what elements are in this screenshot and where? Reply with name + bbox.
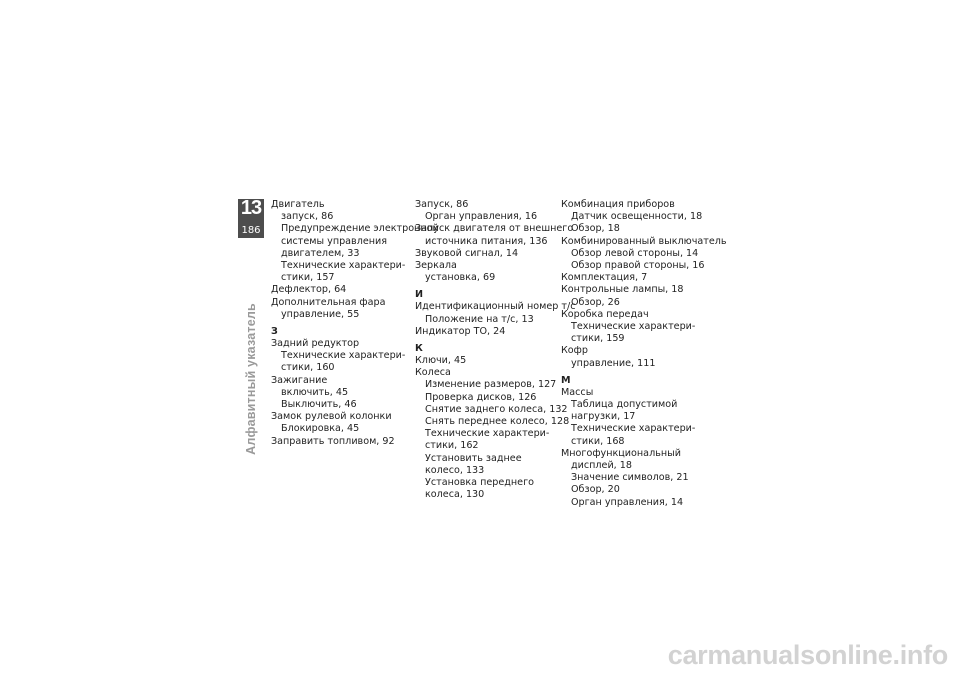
index-subentry: Обзор левой стороны, 14 (571, 247, 699, 259)
index-subentry: нагрузки, 17 (571, 411, 636, 423)
index-subentry: Снятие заднего колеса, 132 (425, 403, 568, 415)
index-subentry: Датчик освещенности, 18 (571, 211, 703, 223)
index-entry: Коробка передач (561, 308, 649, 320)
chapter-title: Алфавитный указатель (244, 303, 258, 455)
index-column-3 (561, 199, 727, 509)
index-subentry: Проверка дисков, 126 (425, 391, 537, 403)
index-entry: Заправить топливом, 92 (271, 435, 395, 447)
index-subentry: Технические характери- (281, 350, 406, 362)
index-subentry: стики, 159 (571, 333, 625, 345)
index-entry: Запуск двигателя от внешнего (415, 223, 574, 235)
index-subentry: системы управления (281, 235, 388, 247)
index-subentry: Установить заднее (425, 452, 522, 464)
index-subentry: Технические характери- (425, 428, 550, 440)
index-subentry: стики, 160 (281, 362, 335, 374)
index-subentry: Технические характери- (571, 321, 696, 333)
index-entry: Задний редуктор (271, 338, 360, 350)
index-subentry: Предупреждение электронной (281, 223, 439, 235)
index-subentry: Значение символов, 21 (571, 472, 689, 484)
index-letter-heading: З (271, 326, 278, 338)
index-letter-heading: И (415, 289, 424, 301)
index-letter-heading: М (561, 374, 571, 386)
index-subentry: управление, 55 (281, 308, 360, 320)
watermark: carmanualsonline.info (667, 640, 948, 670)
index-subentry: стики, 157 (281, 272, 335, 284)
index-entry: Запуск, 86 (415, 199, 469, 210)
index-letter-heading: К (415, 343, 423, 355)
index-subentry: стики, 162 (425, 440, 479, 452)
index-entry: Индикатор ТО, 24 (415, 325, 506, 337)
index-entry: Колеса (415, 367, 451, 379)
index-subentry: Обзор, 26 (571, 296, 620, 308)
index-entry: Многофункциональный (561, 447, 681, 459)
index-subentry: стики, 168 (571, 435, 625, 447)
index-subentry: Орган управления, 16 (425, 211, 538, 223)
index-subentry: Орган управления, 14 (571, 496, 684, 508)
index-entry: Контрольные лампы, 18 (561, 284, 684, 296)
index-entry: Комбинированный выключатель (561, 235, 727, 247)
index-subentry: включить, 45 (281, 386, 349, 398)
index-entry: Кофр (561, 345, 588, 357)
index-subentry: Выключить, 46 (281, 399, 357, 411)
index-subentry: Установка переднего (425, 477, 534, 489)
index-subentry: источника питания, 136 (425, 235, 548, 247)
index-subentry: Таблица допустимой (571, 399, 678, 411)
index-entry: Комбинация приборов (561, 199, 675, 210)
index-subentry: управление, 111 (571, 357, 656, 369)
chapter-tab (238, 199, 264, 238)
index-entry: Зажигание (271, 374, 328, 386)
page-number: 186 (241, 225, 261, 236)
index-subentry: Изменение размеров, 127 (425, 379, 557, 391)
index-subentry: Технические характери- (281, 260, 406, 272)
index-subentry: Обзор, 18 (571, 223, 620, 235)
index-entry: Двигатель (271, 199, 325, 210)
index-subentry: запуск, 86 (281, 211, 334, 223)
index-subentry: установка, 69 (425, 272, 496, 284)
index-subentry: колеса, 130 (425, 489, 485, 501)
index-subentry: Обзор, 20 (571, 484, 620, 496)
index-subentry: Положение на т/с, 13 (425, 313, 534, 325)
index-entry: Дополнительная фара (271, 296, 386, 308)
index-subentry: Обзор правой стороны, 16 (571, 260, 705, 272)
index-entry: Зеркала (415, 260, 457, 272)
index-subentry: Снять переднее колесо, 128 (425, 416, 570, 428)
index-entry: Идентификационный номер т/с (415, 301, 576, 313)
index-subentry: Технические характери- (571, 423, 696, 435)
index-entry: Ключи, 45 (415, 355, 467, 367)
index-entry: Дефлектор, 64 (271, 284, 347, 296)
index-entry: Замок рулевой колонки (271, 411, 392, 423)
index-subentry: Блокировка, 45 (281, 423, 360, 435)
index-entry: Звуковой сигнал, 14 (415, 247, 519, 259)
chapter-number: 13 (240, 197, 262, 219)
index-entry: Комплектация, 7 (561, 272, 648, 284)
index-subentry: колесо, 133 (425, 464, 485, 476)
index-subentry: дисплей, 18 (571, 460, 632, 472)
index-subentry: двигателем, 33 (281, 247, 360, 259)
index-entry: Массы (561, 386, 594, 398)
